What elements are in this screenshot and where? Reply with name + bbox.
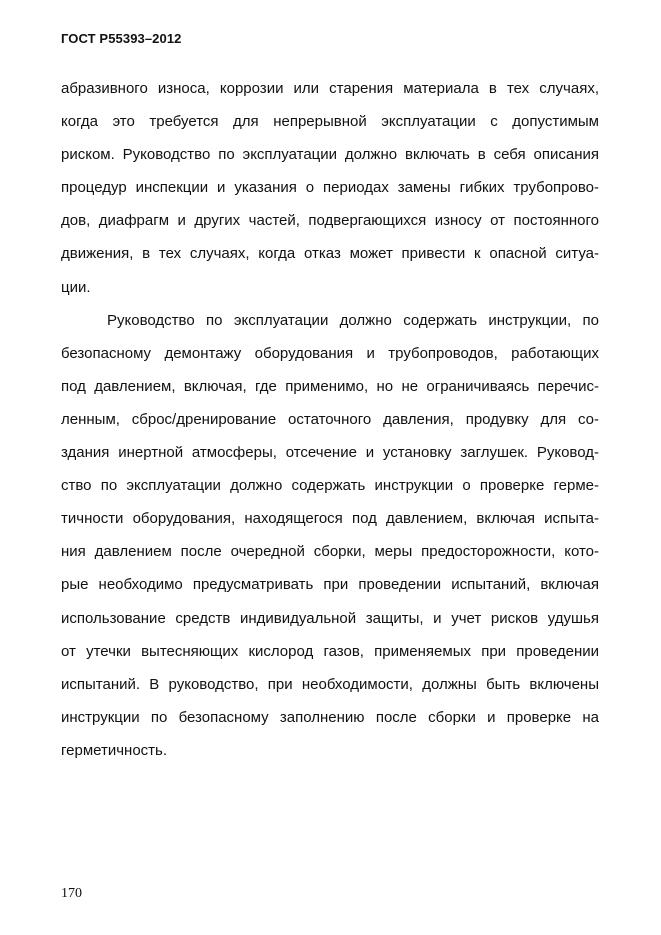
paragraph-2-line-14: герметичность. xyxy=(61,741,168,759)
paragraph-1-line-6: движения, в тех случаях, когда отказ может привести к опасной ситуа- xyxy=(61,245,599,263)
paragraph-1-line-4: процедур инспекции и указания о периодах замены гибких трубопрово- xyxy=(61,179,599,197)
paragraph-2-line-13: инструкции по безопасному заполнению после сборки и проверке на xyxy=(61,708,599,726)
paragraph-2-line-4: ленным, сброс/дренирование остаточного давления, продувку для со- xyxy=(61,410,599,428)
paragraph-1-line-7: ции. xyxy=(61,278,91,296)
paragraph-1-line-1: абразивного износа, коррозии или старения материала в тех случаях, xyxy=(61,80,599,97)
paragraph-2-line-7: тичности оборудования, находящегося под давлением, включая испыта- xyxy=(61,510,599,528)
document-header: ГОСТ Р55393–2012 xyxy=(61,31,182,46)
paragraph-2-line-3: под давлением, включая, где применимо, но не ограничиваясь перечис- xyxy=(61,377,599,395)
paragraph-2-line-10: использование средств индивидуальной защиты, и учет рисков удушья xyxy=(61,609,599,627)
paragraph-2-line-12: испытаний. В руководство, при необходимости, должны быть включены xyxy=(61,675,599,693)
paragraph-2-line-11: от утечки вытесняющих кислород газов, применяемых при проведении xyxy=(61,642,599,660)
paragraph-2-line-2: безопасному демонтажу оборудования и трубопроводов, работающих xyxy=(61,344,599,362)
document-body xyxy=(61,72,599,767)
paragraph-2-line-8: ния давлением после очередной сборки, меры предосторожности, кото- xyxy=(61,543,599,561)
paragraph-2-line-9: рые необходимо предусматривать при проведении испытаний, включая xyxy=(61,576,599,594)
page-number: 170 xyxy=(61,886,82,901)
paragraph-1-line-3: риском. Руководство по эксплуатации должно включать в себя описания xyxy=(61,146,599,164)
paragraph-1-line-2: когда это требуется для непрерывной эксплуатации с допустимым xyxy=(61,113,599,131)
paragraph-2-line-1: Руководство по эксплуатации должно содержать инструкции, по xyxy=(107,311,599,329)
paragraph-1-line-5: дов, диафрагм и других частей, подвергающихся износу от постоянного xyxy=(61,212,599,230)
paragraph-2-line-6: ство по эксплуатации должно содержать инструкции о проверке герме- xyxy=(61,477,599,495)
paragraph-2-line-5: здания инертной атмосферы, отсечение и установку заглушек. Руковод- xyxy=(61,444,599,462)
